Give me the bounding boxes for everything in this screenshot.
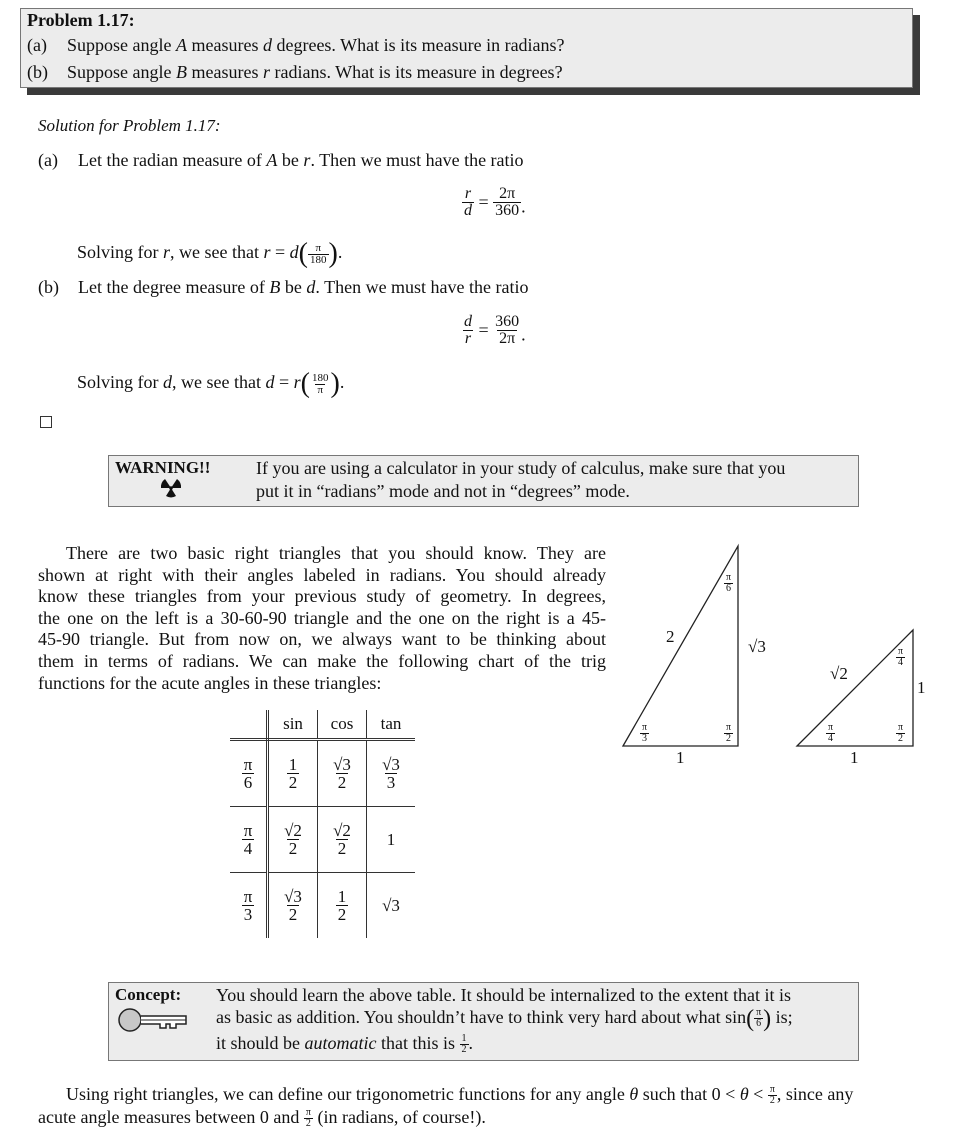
denominator: 2π — [499, 330, 516, 347]
emphasis: automatic — [304, 1033, 377, 1053]
fraction — [754, 1008, 763, 1029]
equation-a — [462, 186, 526, 219]
triangles-paragraph — [38, 543, 606, 694]
angle-cell — [230, 807, 268, 873]
text: that this is — [376, 1033, 460, 1053]
part-label: (a) — [27, 35, 47, 55]
warning-line-1: If you are using a calculator in your study of calculus, make sure that you — [256, 458, 786, 478]
paragraph-line: know these triangles from your previous study of geometry. In degrees, — [38, 586, 606, 607]
concept-heading: Concept: — [115, 985, 182, 1004]
text: degrees. What is its measure in radians? — [271, 35, 565, 55]
text: , we see that — [170, 242, 264, 263]
denominator: 2 — [288, 839, 298, 858]
numerator: 1 — [461, 1033, 467, 1045]
denominator: 6 — [726, 582, 732, 594]
text: be — [280, 277, 307, 297]
fraction — [493, 314, 521, 347]
sin-cell — [268, 807, 318, 873]
denominator: 6 — [243, 773, 253, 792]
numerator: π — [243, 755, 253, 774]
trig-table — [230, 710, 415, 938]
var: r — [263, 242, 271, 263]
table-header-row — [230, 710, 415, 740]
numerator: π — [828, 721, 834, 733]
numerator: 1 — [337, 887, 347, 906]
numerator: π — [898, 721, 904, 733]
numerator: √2 — [284, 821, 302, 840]
triangle-30-60-90 — [623, 546, 738, 746]
text: = — [274, 372, 294, 393]
text: Using right triangles, we can define our trigonometric functions for any angle — [66, 1084, 630, 1104]
tan-cell — [367, 740, 416, 807]
text: Solving for — [77, 372, 164, 393]
text: Let the degree measure of — [78, 277, 270, 297]
period: . — [337, 242, 343, 263]
right-angle-right — [896, 722, 905, 744]
denominator: 2 — [337, 905, 347, 924]
denominator: r — [464, 330, 472, 347]
part-label: (b) — [27, 62, 48, 82]
denominator: 2 — [288, 905, 298, 924]
solution-a-intro — [38, 150, 524, 171]
cos-cell — [318, 740, 367, 807]
denominator: 2 — [461, 1044, 467, 1056]
denominator: 3 — [642, 732, 648, 744]
fraction — [310, 373, 331, 396]
equation-b — [462, 314, 526, 347]
text: Let the radian measure of — [78, 150, 267, 170]
period: . — [521, 324, 526, 345]
fraction — [460, 1034, 469, 1055]
fraction — [462, 186, 474, 219]
text: . Then we must have the ratio — [315, 277, 529, 297]
text: Suppose angle — [67, 62, 176, 82]
tan-cell: √3 — [382, 895, 400, 915]
var: d — [163, 372, 173, 393]
header-cell — [230, 710, 268, 740]
numerator: π — [243, 887, 253, 906]
fraction — [768, 1085, 777, 1106]
var: B — [269, 277, 281, 297]
denominator: 360 — [495, 202, 520, 219]
paragraph-line: the one on the left is a 30-60-90 triangle and the one on the right is a 45- — [38, 607, 606, 628]
text: = — [270, 242, 290, 263]
text: , we see that — [172, 372, 266, 393]
var: A — [266, 150, 278, 170]
closing-line-1 — [66, 1084, 853, 1106]
text: as basic as addition. You shouldn’t have to think very hard about what sin — [216, 1007, 747, 1027]
var: θ — [739, 1084, 749, 1104]
triangles-diagram — [610, 535, 960, 775]
numerator: π — [769, 1084, 775, 1096]
numerator: d — [464, 313, 472, 330]
denominator: 4 — [243, 839, 253, 858]
header-cell: cos — [318, 710, 367, 740]
closing-line-2 — [38, 1107, 486, 1129]
left-hypotenuse-label: 2 — [666, 627, 675, 646]
part-label: (a) — [38, 150, 58, 170]
right-base-label: 1 — [850, 748, 859, 767]
solution-b-result — [77, 370, 344, 398]
var: B — [175, 62, 187, 82]
numerator: π — [756, 1007, 762, 1019]
sin-cell — [268, 740, 318, 807]
denominator: 3 — [243, 905, 253, 924]
numerator: π — [726, 721, 732, 733]
table-row — [230, 807, 415, 873]
key-icon — [118, 1006, 190, 1034]
paren: ) — [330, 368, 340, 399]
var: θ — [629, 1084, 639, 1104]
equals-sign: = — [478, 192, 489, 212]
var: r — [303, 150, 311, 170]
paragraph-line: functions for the acute angles in these triangles: — [38, 672, 382, 693]
right-hypotenuse-label: √2 — [830, 664, 848, 683]
left-angle-top — [724, 572, 733, 594]
numerator: r — [464, 185, 472, 202]
header-cell: tan — [367, 710, 416, 740]
var: d — [262, 35, 272, 55]
denominator: 2 — [337, 773, 347, 792]
denominator: 3 — [386, 773, 396, 792]
paragraph-line: There are two basic right triangles that you should know. They are — [66, 543, 606, 563]
equals-sign: = — [478, 320, 489, 340]
header-cell: sin — [268, 710, 318, 740]
angle-cell — [230, 740, 268, 807]
text: radians. What is its measure in degrees? — [269, 62, 563, 82]
cos-cell — [318, 873, 367, 939]
problem-part-a — [27, 35, 565, 56]
radiation-icon — [158, 477, 184, 499]
paren: ( — [746, 1005, 755, 1032]
concept-line-3 — [216, 1032, 473, 1055]
numerator: √3 — [284, 887, 302, 906]
text: is; — [771, 1007, 793, 1027]
right-angle-top — [896, 646, 905, 668]
var: d — [289, 242, 299, 263]
fraction — [304, 1108, 313, 1129]
denominator: 6 — [756, 1018, 762, 1030]
text: , since any — [776, 1084, 854, 1104]
table-row — [230, 873, 415, 939]
right-angle-left — [826, 722, 835, 744]
numerator: 2π — [499, 185, 516, 202]
var: d — [306, 277, 316, 297]
text: (in radians, of course!). — [312, 1107, 486, 1127]
text: Solving for — [77, 242, 164, 263]
period: . — [339, 372, 345, 393]
denominator: 2 — [305, 1118, 311, 1130]
numerator: √3 — [382, 755, 400, 774]
text: be — [277, 150, 304, 170]
sin-cell — [268, 873, 318, 939]
paren: ) — [763, 1005, 772, 1032]
var: A — [175, 35, 187, 55]
numerator: π — [305, 1107, 311, 1119]
denominator: π — [317, 383, 324, 396]
var: d — [265, 372, 275, 393]
table-row — [230, 740, 415, 807]
denominator: 4 — [828, 732, 834, 744]
var: r — [293, 372, 301, 393]
paragraph-line: 45-90 triangle. But from now on, we always want to be thinking about — [38, 629, 606, 650]
solution-b-intro — [38, 277, 529, 298]
paren: ( — [298, 238, 308, 269]
paragraph-line: shown at right with their angles labeled in radians. You should already — [38, 564, 606, 585]
paren: ( — [300, 368, 310, 399]
numerator: π — [726, 571, 732, 583]
text: such that 0 < — [638, 1084, 740, 1104]
numerator: √2 — [333, 821, 351, 840]
text: measures — [186, 35, 263, 55]
numerator: π — [243, 821, 253, 840]
warning-line-2: put it in “radians” mode and not in “degrees” mode. — [256, 481, 630, 501]
paren: ) — [328, 238, 338, 269]
right-vertical-label: 1 — [917, 678, 926, 697]
warning-heading: WARNING!! — [115, 458, 211, 477]
problem-title: Problem 1.17: — [27, 10, 135, 30]
numerator: √3 — [333, 755, 351, 774]
numerator: 360 — [495, 313, 520, 330]
text: acute angle measures between 0 and — [38, 1107, 304, 1127]
denominator: d — [464, 202, 472, 219]
text: Suppose angle — [67, 35, 176, 55]
denominator: 2 — [337, 839, 347, 858]
numerator: π — [315, 241, 322, 254]
var: r — [262, 62, 270, 82]
left-base-label: 1 — [676, 748, 685, 767]
fraction — [462, 314, 474, 347]
numerator: 1 — [288, 755, 298, 774]
left-angle-left — [640, 722, 649, 744]
numerator: π — [642, 721, 648, 733]
left-vertical-label: √3 — [748, 637, 766, 656]
left-angle-right — [724, 722, 733, 744]
var: r — [163, 242, 171, 263]
text: measures — [186, 62, 263, 82]
numerator: π — [898, 645, 904, 657]
qed-box — [40, 416, 52, 428]
paragraph-line: them in terms of radians. We can make the following chart of the trig — [38, 650, 606, 671]
solution-a-result — [77, 240, 342, 268]
solution-heading: Solution for Problem 1.17: — [38, 116, 221, 135]
denominator: 2 — [726, 732, 732, 744]
concept-line-2 — [216, 1006, 793, 1031]
denominator: 2 — [898, 732, 904, 744]
cos-cell — [318, 807, 367, 873]
concept-line-1: You should learn the above table. It should be internalized to the extent that it is — [216, 985, 792, 1005]
text: < — [748, 1084, 768, 1104]
angle-cell — [230, 873, 268, 939]
denominator: 4 — [898, 656, 904, 668]
denominator: 2 — [288, 773, 298, 792]
denominator: 180 — [310, 253, 327, 266]
tan-cell: 1 — [367, 807, 416, 873]
numerator: 180 — [311, 371, 329, 384]
denominator: 2 — [769, 1095, 775, 1107]
period: . — [521, 196, 526, 217]
period: . — [468, 1033, 474, 1053]
text: it should be — [216, 1033, 305, 1053]
fraction — [493, 186, 521, 219]
text: . Then we must have the ratio — [310, 150, 524, 170]
fraction — [308, 243, 329, 266]
problem-part-b — [27, 62, 563, 83]
part-label: (b) — [38, 277, 59, 297]
